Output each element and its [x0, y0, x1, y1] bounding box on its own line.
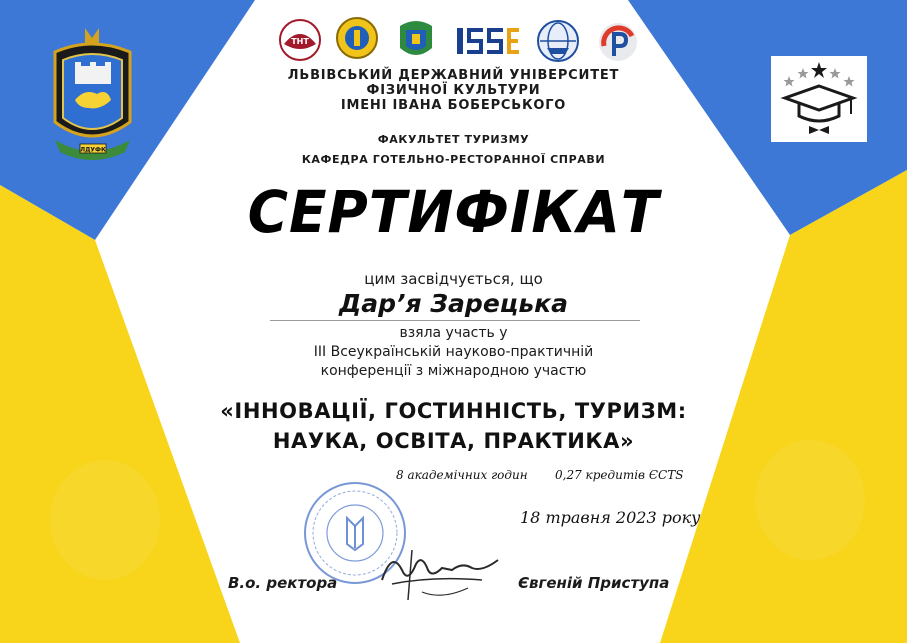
participation-text [0, 324, 907, 381]
left-faded-mark [50, 460, 160, 580]
tnt-logo-text: ТНТ [291, 37, 309, 46]
certificate-title: СЕРТИФІКАТ [247, 178, 660, 246]
university-line-1: ЛЬВІВСЬКИЙ ДЕРЖАВНИЙ УНІВЕРСИТЕТ [287, 68, 620, 83]
emblem-logo-icon [335, 14, 379, 64]
globe-logo-icon [535, 18, 581, 64]
participation-line-3: конференції з міжнародною участю [320, 363, 587, 379]
name-underline [270, 320, 640, 321]
right-faded-mark [755, 440, 865, 560]
isse-logo-icon [455, 24, 521, 58]
conference-title-line-1: «ІННОВАЦІЇ, ГОСТИННІСТЬ, ТУРИЗМ: [220, 399, 687, 423]
conference-title-line-2: НАУКА, ОСВІТА, ПРАКТИКА» [272, 429, 635, 453]
rector-signature-icon [372, 540, 512, 610]
crest-logo-icon [394, 14, 438, 64]
university-line-3: ІМЕНІ ІВАНА БОБЕРСЬКОГО [340, 98, 567, 113]
conference-title [0, 396, 907, 456]
rector-name: Євгеній Приступа [518, 574, 670, 592]
ects-credits: 0,27 кредитів ЄCTS [555, 468, 684, 482]
recipient-name: Дар’я Зарецька [339, 289, 568, 318]
participation-line-2: III Всеукраїнській науково-практичній [313, 344, 594, 360]
faculty-name: ФАКУЛЬТЕТ ТУРИЗМУ [377, 133, 530, 146]
tnt-logo-icon [276, 18, 324, 62]
participation-line-1: взяла участь у [399, 325, 508, 341]
university-name [0, 68, 907, 113]
seal-label: ЛДУФК [80, 146, 106, 154]
p-logo-icon [596, 20, 640, 64]
academic-hours: 8 академічних годин [396, 468, 528, 482]
certify-text: цим засвідчується, що [364, 270, 543, 288]
issue-date: 18 травня 2023 року [520, 508, 701, 527]
university-line-2: ФІЗИЧНОЇ КУЛЬТУРИ [366, 83, 541, 98]
faculty-block [0, 130, 907, 170]
rector-title: В.о. ректора [228, 574, 338, 592]
department-name: КАФЕДРА ГОТЕЛЬНО-РЕСТОРАННОЇ СПРАВИ [301, 153, 606, 166]
